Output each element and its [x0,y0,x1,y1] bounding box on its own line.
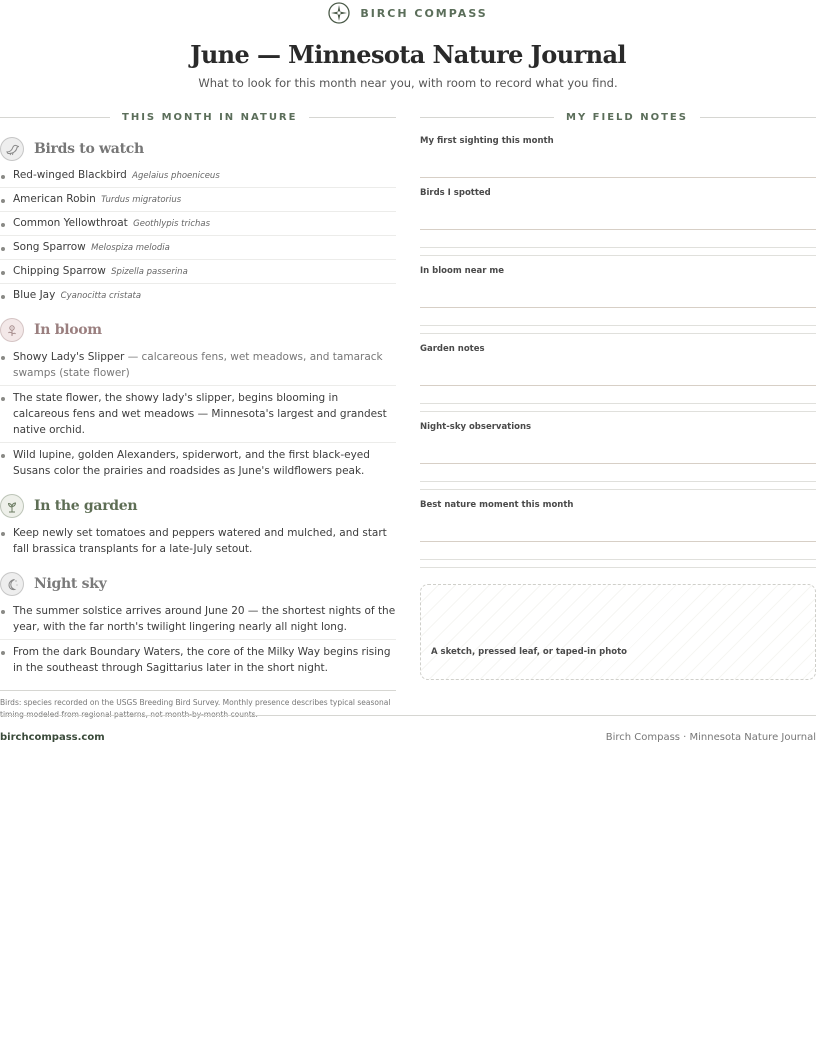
writing-lines[interactable] [420,284,816,334]
common-name: Red-winged Blackbird [13,169,127,181]
footer-divider [0,715,816,716]
common-name: American Robin [13,193,96,205]
item-text: Wild lupine, golden Alexanders, spiderwort, and the first black-eyed Susans color the prairies and roadsides as June's wildflowers peak. [13,449,370,477]
bird-item [0,188,396,212]
note-fields [420,136,816,568]
writing-line[interactable] [420,464,816,482]
writing-line[interactable] [420,542,816,560]
field-label: Garden notes [420,344,485,354]
list-item [0,640,396,680]
heading-rule [309,117,396,118]
section-title: Night sky [34,576,107,592]
bird-item [0,260,396,284]
source-footnote: Birds: species recorded on the USGS Breeding Bird Survey. Monthly presence describes typical seasonal [0,690,396,721]
item-text: From the dark Boundary Waters, the core of the Milky Way begins rising in the southeast through Sagittarius later in the short night. [13,646,391,674]
latin-name: Spizella passerina [111,267,188,277]
bird-item [0,236,396,260]
page-title: June — Minnesota Nature Journal [190,40,626,69]
footer-site: birchcompass.com [0,732,105,743]
bird-icon [0,137,24,161]
latin-name: Melospiza melodia [91,243,170,253]
writing-line[interactable] [420,248,816,256]
nature-column [0,108,396,721]
section-header [0,571,396,597]
writing-line[interactable] [420,362,816,386]
bird-item [0,284,396,307]
section-list [0,599,396,680]
writing-lines[interactable] [420,440,816,490]
field-notes-heading [420,108,816,126]
item-text: The state flower, the showy lady's slipper, begins blooming in calcareous fens and wet meadows — Minnesota's largest and grandest native orchid. [13,392,387,436]
writing-line[interactable] [420,560,816,568]
latin-name: Cyanocitta cristata [60,291,142,301]
field-label: Birds I spotted [420,188,491,198]
bird-item [0,164,396,188]
field-note [420,188,816,256]
sketch-label: A sketch, pressed leaf, or taped-in photo [431,647,627,657]
field-notes-heading-text: MY FIELD NOTES [566,111,688,123]
field-notes-column [420,108,816,680]
writing-line[interactable] [420,206,816,230]
list-item [0,443,396,483]
writing-lines[interactable] [420,518,816,568]
field-label: Night-sky observations [420,422,532,432]
nature-section [0,493,396,561]
latin-name: Agelaius phoeniceus [132,171,220,181]
section-list [0,521,396,561]
brand-header [0,2,816,24]
field-note [420,266,816,334]
writing-line[interactable] [420,482,816,490]
footer-credit: Birch Compass · Minnesota Nature Journal [605,732,816,743]
nature-column-heading [0,108,396,126]
list-item [0,521,396,561]
writing-line[interactable] [420,326,816,334]
writing-lines[interactable] [420,154,816,178]
common-name: Blue Jay [13,289,56,301]
item-text: The summer solstice arrives around June 20 — the shortest nights of the year, with the far north's twilight lingering nearly all night long. [13,605,396,633]
section-header [0,317,396,343]
list-item [0,599,396,640]
common-name: Chipping Sparrow [13,265,106,277]
writing-line[interactable] [420,154,816,178]
list-item [0,345,396,386]
item-text: Showy Lady's Slipper [13,351,125,363]
sprout-icon [0,494,24,518]
writing-line[interactable] [420,518,816,542]
nature-section [0,571,396,680]
bird-item [0,212,396,236]
page-subtitle: What to look for this month near you, with room to record what you find. [198,76,618,90]
writing-line[interactable] [420,308,816,326]
sketch-box[interactable] [420,584,816,680]
nature-section [0,317,396,483]
section-title: In the garden [34,498,138,514]
section-list [0,164,396,307]
section-title: Birds to watch [34,141,144,157]
field-note [420,344,816,412]
section-title: In bloom [34,322,102,338]
item-text: Keep newly set tomatoes and peppers watered and mulched, and start fall brassica transplants for a late-July setout. [13,527,387,555]
nature-sections [0,136,396,680]
moon-icon [0,572,24,596]
field-note [420,500,816,568]
nature-section [0,136,396,307]
field-note [420,422,816,490]
writing-line[interactable] [420,386,816,404]
writing-lines[interactable] [420,362,816,412]
common-name: Song Sparrow [13,241,86,253]
field-label: My first sighting this month [420,136,554,146]
brand-name: BIRCH COMPASS [360,6,488,20]
list-item [0,386,396,443]
field-label: Best nature moment this month [420,500,574,510]
section-list [0,345,396,483]
flower-icon [0,318,24,342]
latin-name: Geothlypis trichas [133,219,211,229]
writing-line[interactable] [420,230,816,248]
writing-line[interactable] [420,404,816,412]
common-name: Common Yellowthroat [13,217,128,229]
item-detail: — calcareous fens, wet meadows, and tamarack swamps (state flower) [13,351,383,379]
section-header [0,136,396,162]
writing-line[interactable] [420,440,816,464]
heading-rule [420,117,554,118]
heading-rule [0,117,110,118]
field-note [420,136,816,178]
writing-lines[interactable] [420,206,816,256]
compass-icon [328,2,350,24]
heading-rule [700,117,816,118]
latin-name: Turdus migratorius [101,195,182,205]
section-header [0,493,396,519]
writing-line[interactable] [420,284,816,308]
nature-heading-text: THIS MONTH IN NATURE [122,111,298,123]
field-label: In bloom near me [420,266,504,276]
